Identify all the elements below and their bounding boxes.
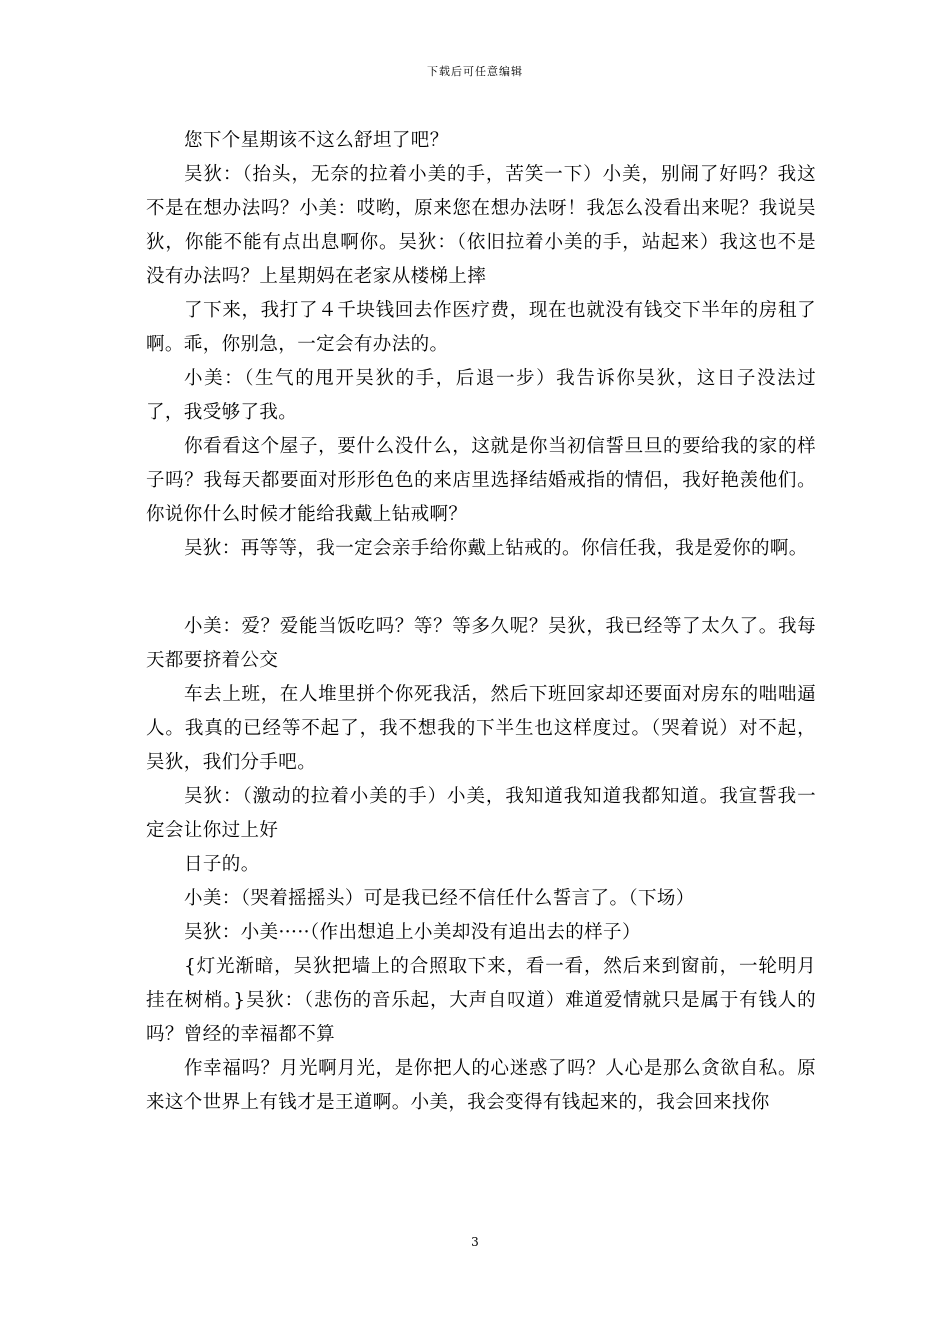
paragraph: 吴狄：小美·····（作出想追上小美却没有追出去的样子）: [184, 922, 641, 943]
page-number: 3: [471, 1235, 479, 1249]
paragraph: 你看看这个屋子，要什么没什么，这就是你当初信誓旦旦的要给我的家的样子吗？我每天都要面对形形色色的来店里选择结婚戒指的情侣，我好艳羡他们。你说你什么时候才能给我戴上钻戒啊？: [146, 436, 816, 525]
paragraph: 了下来，我打了４千块钱回去作医疗费，现在也就没有钱交下半年的房租了啊。乖，你别急，一定会有办法的。: [146, 300, 816, 355]
paragraph: 小美：（哭着摇摇头）可是我已经不信任什么誓言了。（下场）: [184, 888, 695, 909]
paragraph: 小美：爱？爱能当饭吃吗？等？等多久呢？吴狄，我已经等了太久了。我每天都要挤着公交: [146, 616, 816, 671]
paragraph: 作幸福吗？月光啊月光，是你把人的心迷惑了吗？人心是那么贪欲自私。原来这个世界上有钱才是王道啊。小美，我会变得有钱起来的，我会回来找你: [146, 1058, 816, 1113]
paragraph: 吴狄：再等等，我一定会亲手给你戴上钻戒的。你信任我，我是爱你的啊。: [184, 538, 808, 559]
paragraph: 车去上班，在人堆里拼个你死我活，然后下班回家却还要面对房东的咄咄逼人。我真的已经等不起了，我不想我的下半生也这样度过。（哭着说）对不起，吴狄，我们分手吧。: [146, 684, 816, 773]
paragraph: 吴狄：（抬头，无奈的拉着小美的手，苦笑一下）小美，别闹了好吗？我这不是在想办法吗？小美：哎哟，原来您在想办法呀！我怎么没看出来呢？我说吴狄，你能不能有点出息啊你。吴狄：（依旧拉着小美的手，站起来）我这也不是没有办法吗？上星期妈在老家从楼梯上摔: [146, 164, 816, 287]
paragraph-spacer: [146, 566, 816, 610]
page-header-note: 下载后可任意编辑: [427, 65, 523, 78]
paragraph: 吴狄：（激动的拉着小美的手）小美，我知道我知道我都知道。我宣誓我一定会让你过上好: [146, 786, 816, 841]
document-body: [146, 124, 816, 1120]
paragraph: 小美：（生气的甩开吴狄的手，后退一步）我告诉你吴狄，这日子没法过了，我受够了我。: [146, 368, 816, 423]
paragraph: 日子的。: [184, 854, 260, 875]
paragraph: {灯光渐暗，吴狄把墙上的合照取下来，看一看，然后来到窗前，一轮明月挂在树梢。}吴狄：（悲伤的音乐起，大声自叹道）难道爱情就只是属于有钱人的吗？曾经的幸福都不算: [146, 956, 816, 1045]
paragraph: 您下个星期该不这么舒坦了吧？: [184, 130, 449, 151]
